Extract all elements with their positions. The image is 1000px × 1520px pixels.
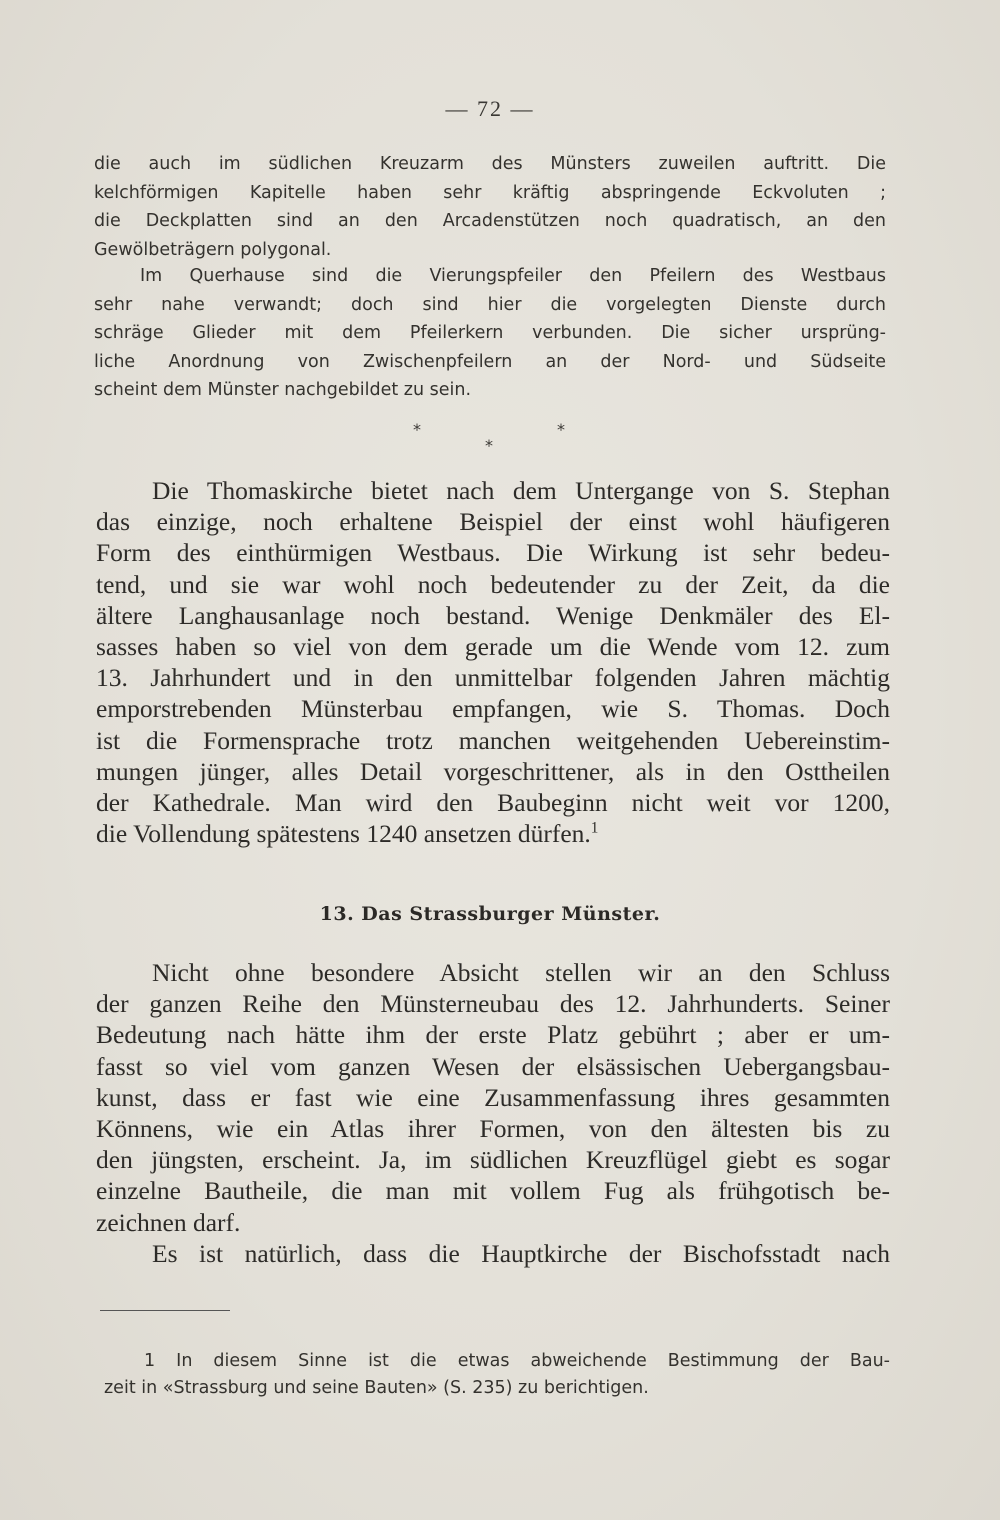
section-heading: 13. Das Strassburger Münster. bbox=[319, 903, 661, 925]
footnote-line: zeit in «Strassburg und seine Bauten» (S. 235) zu berichtigen. bbox=[104, 1378, 649, 1398]
text-line: Es ist natürlich, dass die Hauptkirche der Bischofsstadt nach bbox=[152, 1239, 890, 1268]
text-line: die auch im südlichen Kreuzarm des Münsters zuweilen auftritt. Die bbox=[94, 154, 886, 174]
text-line: die Deckplatten sind an den Arcadenstützen noch quadratisch, an den bbox=[94, 211, 886, 231]
thomaskirche-paragraph bbox=[96, 475, 890, 849]
text-line: das einzige, noch erhaltene Beispiel der einst wohl häufigeren bbox=[96, 507, 890, 537]
asterisk: * bbox=[557, 420, 565, 439]
text-line: sasses haben so viel von dem gerade um die Wende vom 12. zum bbox=[96, 632, 890, 662]
text-line: zeichnen darf. bbox=[96, 1207, 241, 1237]
text-line: den jüngsten, erscheint. Ja, im südlichen Kreuzflügel giebt es sogar bbox=[96, 1145, 890, 1175]
footnote bbox=[104, 1348, 890, 1402]
text-line: Die Thomaskirche bietet nach dem Untergange von S. Stephan bbox=[152, 476, 890, 505]
text-line: sehr nahe verwandt; doch sind hier die vorgelegten Dienste durch bbox=[94, 294, 886, 315]
text-line: ältere Langhausanlage noch bestand. Wenige Denkmäler des El- bbox=[96, 600, 890, 630]
asterisk: * bbox=[485, 436, 493, 455]
text-line: einzelne Bautheile, die man mit vollem Fug als frühgotisch be- bbox=[96, 1176, 890, 1206]
text-line: fasst so viel vom ganzen Wesen der elsässischen Uebergangsbau- bbox=[96, 1051, 890, 1081]
text-line: Könnens, wie ein Atlas ihrer Formen, von den ältesten bis zu bbox=[96, 1114, 890, 1144]
text-line: Bedeutung nach hätte ihm der erste Platz gebührt ; aber er um- bbox=[96, 1020, 890, 1050]
text-line: Gewölbeträgern polygonal. bbox=[94, 239, 332, 260]
text-line: emporstrebenden Münsterbau empfangen, wie S. Thomas. Doch bbox=[96, 694, 890, 724]
text-line: tend, und sie war wohl noch bedeutender zu der Zeit, da die bbox=[96, 569, 890, 599]
text-line: 13. Jahrhundert und in den unmittelbar folgenden Jahren mächtig bbox=[96, 663, 890, 693]
footnote-reference: 1 bbox=[590, 819, 599, 837]
asterisk: * bbox=[413, 420, 421, 439]
text-line: scheint dem Münster nachgebildet zu sein. bbox=[94, 380, 472, 400]
text-line: kelchförmigen Kapitelle haben sehr kräftig abspringende Eckvoluten ; bbox=[94, 182, 886, 203]
text-line: mungen jünger, alles Detail vorgeschrittener, als in den Osttheilen bbox=[96, 756, 890, 786]
text-line: Form des einthürmigen Westbaus. Die Wirkung ist sehr bedeu- bbox=[96, 538, 890, 568]
text-line: Nicht ohne besondere Absicht stellen wir an den Schluss bbox=[152, 958, 890, 987]
page-number: — 72 — bbox=[445, 96, 535, 121]
footnote-line: 1 In diesem Sinne ist die etwas abweichende Bestimmung der Bau- bbox=[144, 1351, 890, 1371]
text-line: schräge Glieder mit dem Pfeilerkern verbunden. Die sicher ursprüng- bbox=[94, 323, 886, 343]
footnote-separator bbox=[100, 1310, 230, 1311]
top-paragraph-2 bbox=[94, 262, 886, 405]
muenster-paragraph-2 bbox=[96, 1238, 890, 1269]
text-line: liche Anordnung von Zwischenpfeilern an der Nord- und Südseite bbox=[94, 351, 886, 372]
text-line-content: die Vollendung spätestens 1240 ansetzen dürfen. bbox=[96, 819, 591, 849]
text-line: der ganzen Reihe den Münsterneubau des 12. Jahrhunderts. Seiner bbox=[96, 989, 890, 1019]
text-line: Im Querhause sind die Vierungspfeiler den Pfeilern des Westbaus bbox=[140, 266, 886, 286]
text-line: ist die Formensprache trotz manchen weitgehenden Uebereinstim- bbox=[96, 725, 890, 755]
text-line bbox=[96, 818, 890, 849]
muenster-paragraph-1 bbox=[96, 957, 890, 1238]
top-paragraph-1 bbox=[94, 150, 886, 264]
text-line: kunst, dass er fast wie eine Zusammenfassung ihres gesammten bbox=[96, 1082, 890, 1112]
text-line: der Kathedrale. Man wird den Baubeginn nicht weit vor 1200, bbox=[96, 788, 890, 818]
